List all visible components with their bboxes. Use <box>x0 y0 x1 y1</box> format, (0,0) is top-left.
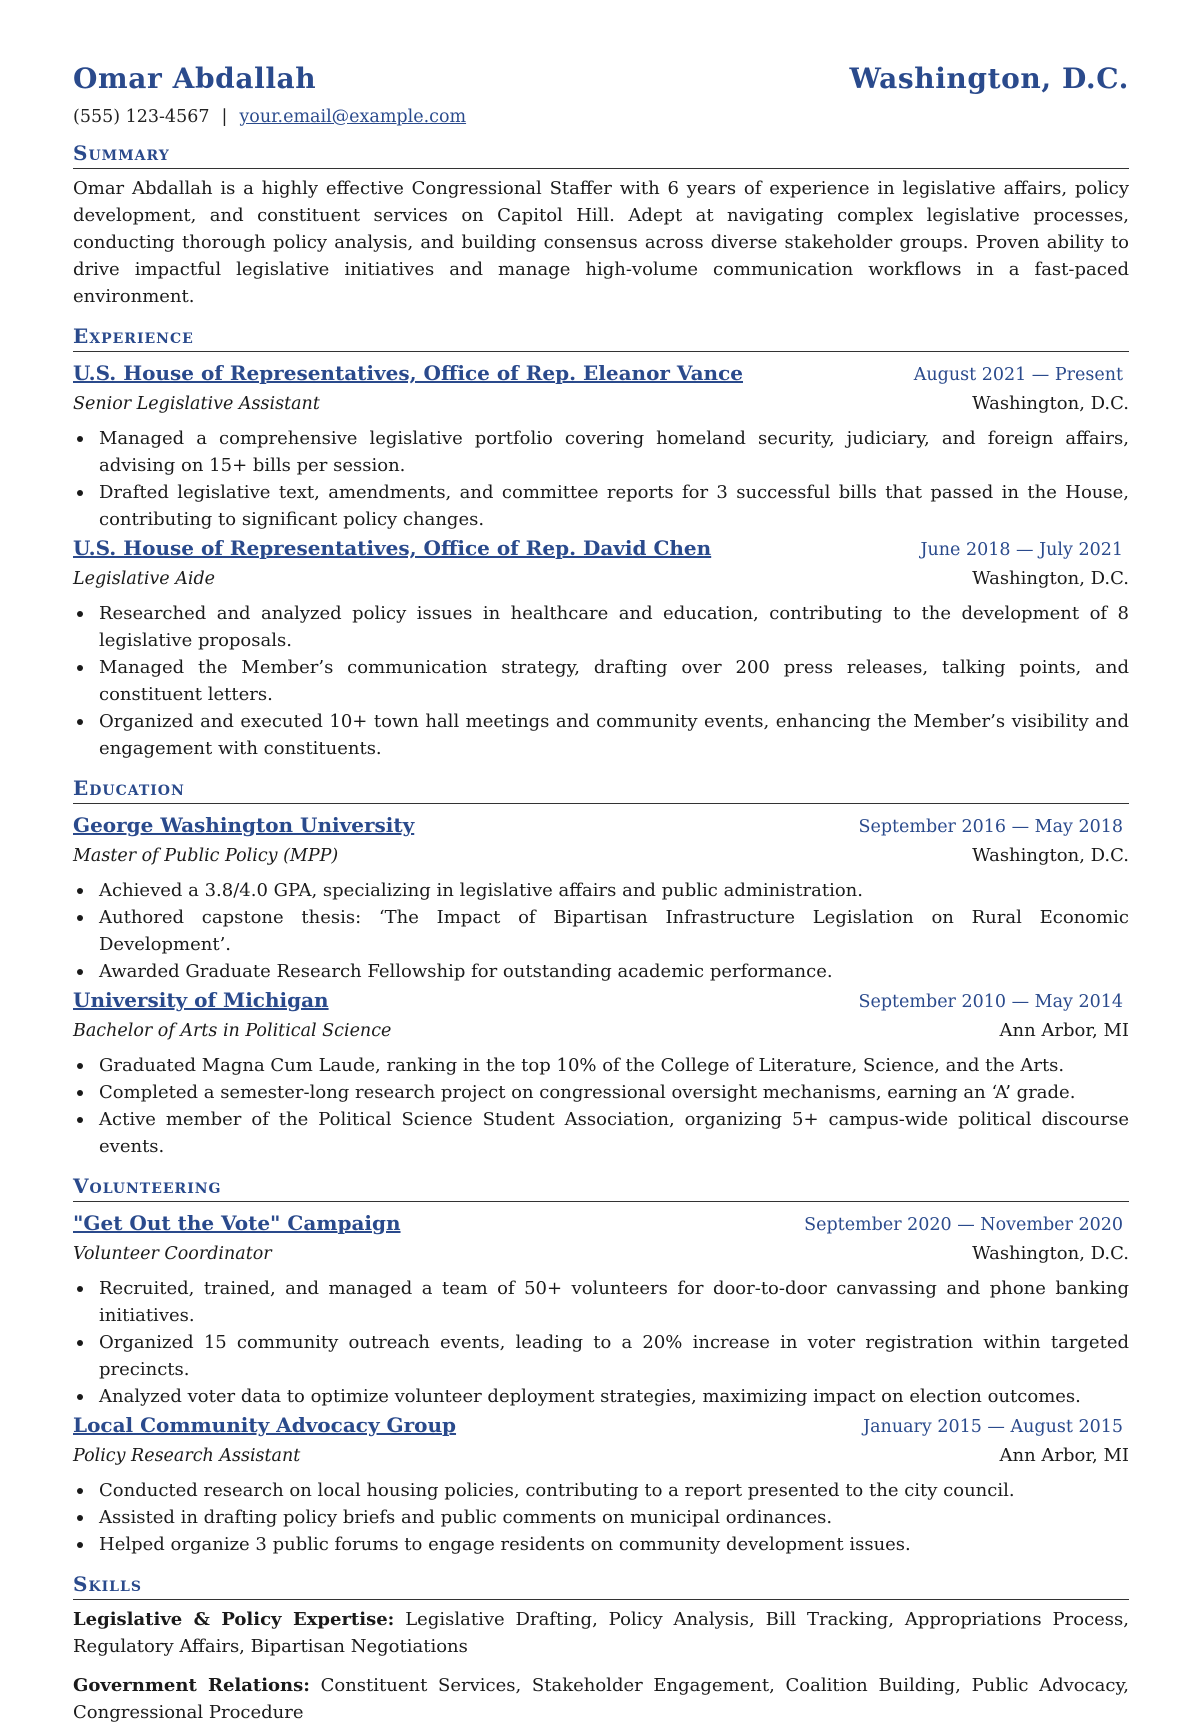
bullet-dot-icon <box>77 888 83 894</box>
skill-value: Legislative Drafting, Policy Analysis, Bill Tracking, Appropriations Process, Regulatory Affairs, Bipartisan Negotiations <box>73 1609 1129 1657</box>
entry-organization[interactable]: U.S. House of Representatives, Office of Rep. Eleanor Vance <box>73 361 743 385</box>
bullet-dot-icon <box>77 969 83 975</box>
bullet-list <box>73 877 1129 985</box>
bullet-item <box>73 1106 1129 1160</box>
entry-location: Washington, D.C. <box>972 845 1129 866</box>
volunteering-list <box>73 1208 1129 1558</box>
bullet-dot-icon <box>77 1286 83 1292</box>
bullet-dot-icon <box>77 1063 83 1069</box>
bullet-text: Managed the Member’s communication strategy, drafting over 200 press releases, talking points, and constituent letters. <box>99 657 1129 705</box>
entry-block <box>73 985 1129 1160</box>
entry-dates: September 2016 — May 2018 <box>858 817 1123 837</box>
section-title-education: Education <box>73 776 1129 804</box>
bullet-item <box>73 479 1129 533</box>
bullet-dot-icon <box>77 665 83 671</box>
entry-header <box>73 358 1129 390</box>
entry-subheader <box>73 1017 1129 1045</box>
candidate-location: Washington, D.C. <box>849 62 1129 95</box>
entry-block <box>73 1410 1129 1558</box>
section-title-summary: Summary <box>73 141 1129 169</box>
bullet-dot-icon <box>77 915 83 921</box>
bullet-item <box>73 1275 1129 1329</box>
bullet-text: Active member of the Political Science Student Association, organizing 5+ campus-wide political discourse events. <box>99 1109 1129 1157</box>
entry-header <box>73 1208 1129 1240</box>
entry-role: Legislative Aide <box>73 569 216 589</box>
entry-block <box>73 533 1129 762</box>
entry-subheader <box>73 1240 1129 1268</box>
entry-block <box>73 358 1129 533</box>
entry-role: Volunteer Coordinator <box>73 1244 272 1264</box>
entry-dates: September 2020 — November 2020 <box>804 1215 1123 1235</box>
bullet-list <box>73 1477 1129 1558</box>
bullet-text: Conducted research on local housing policies, contributing to a report presented to the city council. <box>99 1480 1015 1501</box>
experience-list <box>73 358 1129 762</box>
bullet-list <box>73 1052 1129 1160</box>
entry-header <box>73 810 1129 842</box>
bullet-text: Completed a semester-long research project on congressional oversight mechanisms, earning an ‘A’ grade. <box>99 1082 1076 1103</box>
bullet-item <box>73 1531 1129 1558</box>
entry-organization[interactable]: Local Community Advocacy Group <box>73 1413 457 1437</box>
entry-role: Bachelor of Arts in Political Science <box>73 1021 392 1041</box>
bullet-item <box>73 600 1129 654</box>
bullet-dot-icon <box>77 490 83 496</box>
entry-location: Ann Arbor, MI <box>999 1445 1129 1466</box>
bullet-item <box>73 1329 1129 1383</box>
section-title-skills: Skills <box>73 1572 1129 1600</box>
entry-location: Washington, D.C. <box>972 393 1129 414</box>
entry-subheader <box>73 565 1129 593</box>
summary-text: Omar Abdallah is a highly effective Congressional Staffer with 6 years of experience in legislative affairs, policy development, and constituent services on Capitol Hill. Adept at navigating complex legislative processes, conducting thorough policy analysis, and building consensus across diverse stakeholder groups. Proven ability to drive impactful legislative initiatives and manage high-volume communication workflows in a fast-paced environment. <box>73 178 1129 307</box>
bullet-dot-icon <box>77 611 83 617</box>
section-title-volunteering: Volunteering <box>73 1174 1129 1202</box>
education-list <box>73 810 1129 1160</box>
bullet-item <box>73 958 1129 985</box>
entry-role: Policy Research Assistant <box>73 1446 301 1466</box>
entry-dates: June 2018 — July 2021 <box>920 540 1123 560</box>
entry-subheader <box>73 1442 1129 1470</box>
entry-dates: August 2021 — Present <box>913 365 1123 385</box>
entry-organization[interactable]: "Get Out the Vote" Campaign <box>73 1211 401 1235</box>
bullet-text: Graduated Magna Cum Laude, ranking in the top 10% of the College of Literature, Science, and the Arts. <box>99 1055 1065 1076</box>
entry-role: Master of Public Policy (MPP) <box>73 846 339 866</box>
skill-label: Government Relations: <box>73 1675 310 1696</box>
bullet-item <box>73 425 1129 479</box>
skill-line <box>73 1606 1129 1660</box>
bullet-dot-icon <box>77 1394 83 1400</box>
entry-dates: January 2015 — August 2015 <box>863 1417 1123 1437</box>
bullet-text: Recruited, trained, and managed a team of 50+ volunteers for door-to-door canvassing and phone banking initiatives. <box>99 1278 1129 1326</box>
section-title-experience: Experience <box>73 324 1129 352</box>
entry-location: Washington, D.C. <box>972 568 1129 589</box>
bullet-item <box>73 1383 1129 1410</box>
bullet-text: Drafted legislative text, amendments, and committee reports for 3 successful bills that passed in the House, contributing to significant policy changes. <box>99 482 1129 530</box>
bullet-item <box>73 1504 1129 1531</box>
entry-location: Washington, D.C. <box>972 1243 1129 1264</box>
bullet-item <box>73 1079 1129 1106</box>
entry-organization[interactable]: University of Michigan <box>73 988 329 1012</box>
bullet-item <box>73 904 1129 958</box>
bullet-dot-icon <box>77 1515 83 1521</box>
bullet-text: Managed a comprehensive legislative portfolio covering homeland security, judiciary, and foreign affairs, advising on 15+ bills per session. <box>99 428 1129 476</box>
bullet-dot-icon <box>77 1542 83 1548</box>
entry-organization[interactable]: U.S. House of Representatives, Office of Rep. David Chen <box>73 536 712 560</box>
bullet-item <box>73 877 1129 904</box>
bullet-item <box>73 1477 1129 1504</box>
bullet-item <box>73 654 1129 708</box>
bullet-item <box>73 1052 1129 1079</box>
bullet-text: Achieved a 3.8/4.0 GPA, specializing in legislative affairs and public administration. <box>99 880 863 901</box>
bullet-text: Awarded Graduate Research Fellowship for outstanding academic performance. <box>99 961 833 982</box>
bullet-text: Organized and executed 10+ town hall meetings and community events, enhancing the Member’s visibility and engagement with constituents. <box>99 711 1129 759</box>
entry-header <box>73 1410 1129 1442</box>
entry-subheader <box>73 390 1129 418</box>
bullet-list <box>73 425 1129 533</box>
bullet-dot-icon <box>77 1488 83 1494</box>
phone-number: (555) 123-4567 <box>73 107 210 127</box>
bullet-dot-icon <box>77 1117 83 1123</box>
entry-location: Ann Arbor, MI <box>999 1020 1129 1041</box>
bullet-dot-icon <box>77 436 83 442</box>
bullet-item <box>73 708 1129 762</box>
candidate-name: Omar Abdallah <box>73 62 317 95</box>
bullet-text: Assisted in drafting policy briefs and public comments on municipal ordinances. <box>99 1507 833 1528</box>
entry-header <box>73 533 1129 565</box>
email-link[interactable]: your.email@example.com <box>239 107 467 127</box>
entry-block <box>73 810 1129 985</box>
resume-header <box>73 62 1129 95</box>
bullet-text: Helped organize 3 public forums to engage residents on community development issues. <box>99 1534 911 1555</box>
entry-dates: September 2010 — May 2014 <box>858 992 1123 1012</box>
bullet-dot-icon <box>77 1090 83 1096</box>
entry-organization[interactable]: George Washington University <box>73 813 415 837</box>
bullet-list <box>73 1275 1129 1410</box>
skill-value: Constituent Services, Stakeholder Engagement, Coalition Building, Public Advocacy, Congressional Procedure <box>73 1675 1129 1723</box>
bullet-list <box>73 600 1129 762</box>
entry-header <box>73 985 1129 1017</box>
bullet-text: Authored capstone thesis: ‘The Impact of Bipartisan Infrastructure Legislation on Rural Economic Development’. <box>99 907 1129 955</box>
bullet-text: Researched and analyzed policy issues in healthcare and education, contributing to the development of 8 legislative proposals. <box>99 603 1129 651</box>
skill-line <box>73 1672 1129 1726</box>
bullet-dot-icon <box>77 719 83 725</box>
bullet-dot-icon <box>77 1340 83 1346</box>
contact-line <box>73 107 1129 127</box>
contact-separator: | <box>221 107 228 127</box>
entry-block <box>73 1208 1129 1410</box>
skill-label: Legislative & Policy Expertise: <box>73 1609 395 1630</box>
resume-page <box>73 62 1129 1726</box>
entry-role: Senior Legislative Assistant <box>73 394 320 414</box>
bullet-text: Analyzed voter data to optimize volunteer deployment strategies, maximizing impact on election outcomes. <box>99 1386 1081 1407</box>
bullet-text: Organized 15 community outreach events, leading to a 20% increase in voter registration within targeted precincts. <box>99 1332 1129 1380</box>
entry-subheader <box>73 842 1129 870</box>
